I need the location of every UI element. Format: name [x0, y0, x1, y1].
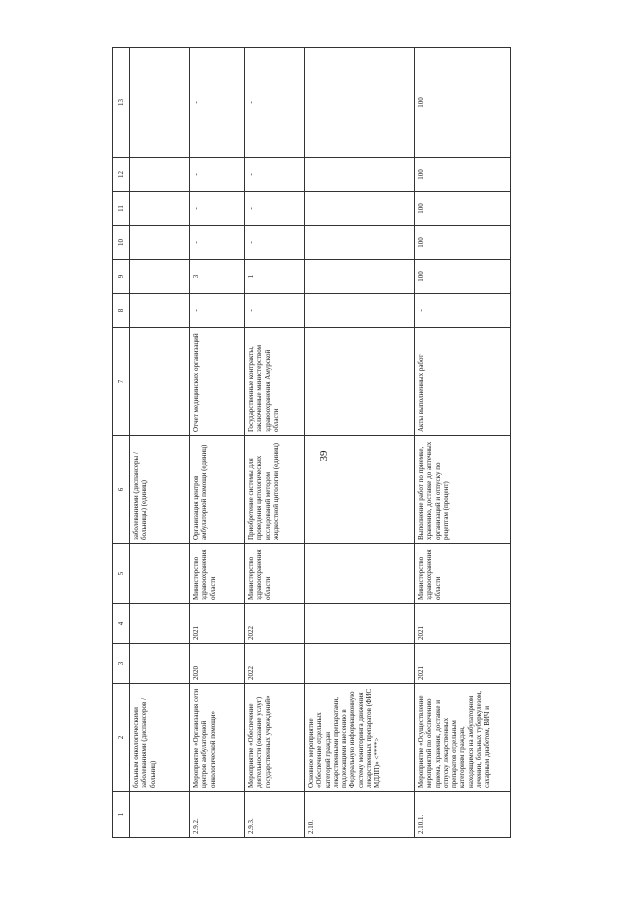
value-cell [130, 294, 190, 328]
value-cell: - [245, 294, 305, 328]
measure-name: Мероприятие «Осуществление мероприятий по обеспечению приема, хранения, доставке и отпуску лекарственных препаратов отдельным категориям граждан, находящимся на амбулаторном лечении, больных туберкулезом, сахарным диабетом, ВИЧ и [415, 684, 511, 792]
value-cell [305, 260, 415, 294]
executor [305, 544, 415, 604]
row-number: 2.9.2. [190, 792, 245, 838]
value-cell: - [190, 192, 245, 226]
value-cell: - [190, 226, 245, 260]
measure-name: Основное мероприятие «Обеспечение отдельных категорий граждан лекарственными препаратами, подлежащими внесению в Федеральную информационную систему мониторинга движения лекарственных препаратов (ФИС МДЛП)» <****> [305, 684, 415, 792]
header-row [113, 48, 130, 838]
page-number: 39 [318, 450, 330, 462]
end-year: 2022 [245, 604, 305, 644]
executor: Министерство здравоохранения области [245, 544, 305, 604]
header-cell: 7 [113, 328, 130, 436]
table-row [415, 48, 511, 838]
header-cell: 2 [113, 684, 130, 792]
row-number: 2.10. [305, 792, 415, 838]
value-cell: - [245, 226, 305, 260]
value-cell: - [415, 294, 511, 328]
value-cell [130, 48, 190, 158]
start-year: 2020 [190, 644, 245, 684]
row-number: 2.10.1. [415, 792, 511, 838]
header-cell: 9 [113, 260, 130, 294]
source [305, 328, 415, 436]
value-cell: 100 [415, 226, 511, 260]
value-cell: 3 [190, 260, 245, 294]
measure-name: больным онкологическими заболеваниями (диспансеров / больниц) [130, 684, 190, 792]
header-cell: 12 [113, 158, 130, 192]
value-cell: - [245, 192, 305, 226]
row-number [130, 792, 190, 838]
indicator: Организация центров амбулаторной помощи (единиц) [190, 436, 245, 544]
value-cell [305, 294, 415, 328]
value-cell [305, 48, 415, 158]
indicator: заболеваниями (диспансеры / больницы) (единиц) [130, 436, 190, 544]
value-cell: 100 [415, 260, 511, 294]
value-cell [130, 260, 190, 294]
table-row [245, 48, 305, 838]
value-cell [130, 192, 190, 226]
table-row [130, 48, 190, 838]
indicator [305, 436, 415, 544]
header-cell: 13 [113, 48, 130, 158]
end-year: 2021 [415, 604, 511, 644]
value-cell [305, 192, 415, 226]
source: Государственные контракты, заключенные министерством здравоохранения Амурской области [245, 328, 305, 436]
value-cell [305, 226, 415, 260]
value-cell: 100 [415, 192, 511, 226]
row-number: 2.9.3. [245, 792, 305, 838]
executor: Министерство здравоохранения области [190, 544, 245, 604]
value-cell: 100 [415, 48, 511, 158]
header-cell: 1 [113, 792, 130, 838]
measure-name: Мероприятие «Обеспечение деятельности (оказание услуг) государственных учреждений» [245, 684, 305, 792]
header-cell: 4 [113, 604, 130, 644]
value-cell [130, 226, 190, 260]
table-row [190, 48, 245, 838]
indicator: Выполнение работ по приемке, хранению, доставке до аптечных организаций и отпуску по рецептам (процент) [415, 436, 511, 544]
value-cell: - [245, 48, 305, 158]
value-cell: - [190, 158, 245, 192]
table-row [305, 48, 415, 838]
value-cell: 1 [245, 260, 305, 294]
executor: Министерство здравоохранения области [415, 544, 511, 604]
start-year: 2022 [245, 644, 305, 684]
start-year: 2021 [415, 644, 511, 684]
header-cell: 11 [113, 192, 130, 226]
start-year [130, 644, 190, 684]
program-measures-table [112, 47, 511, 838]
measure-name: Мероприятие «Организация сети центров амбулаторной онкологической помощи» [190, 684, 245, 792]
value-cell: - [245, 158, 305, 192]
header-cell: 10 [113, 226, 130, 260]
rotated-table-container [112, 48, 491, 838]
end-year [130, 604, 190, 644]
value-cell: - [190, 48, 245, 158]
source: Акты выполненных работ [415, 328, 511, 436]
value-cell: - [190, 294, 245, 328]
executor [130, 544, 190, 604]
value-cell: 100 [415, 158, 511, 192]
value-cell [130, 158, 190, 192]
indicator: Приобретение системы для проведения цитологических исследований методом жидкостной цитологии (единиц) [245, 436, 305, 544]
header-cell: 3 [113, 644, 130, 684]
header-cell: 6 [113, 436, 130, 544]
header-cell: 5 [113, 544, 130, 604]
source [130, 328, 190, 436]
end-year: 2021 [190, 604, 245, 644]
source: Отчет медицинских организаций [190, 328, 245, 436]
end-year [305, 604, 415, 644]
start-year [305, 644, 415, 684]
header-cell: 8 [113, 294, 130, 328]
value-cell [305, 158, 415, 192]
